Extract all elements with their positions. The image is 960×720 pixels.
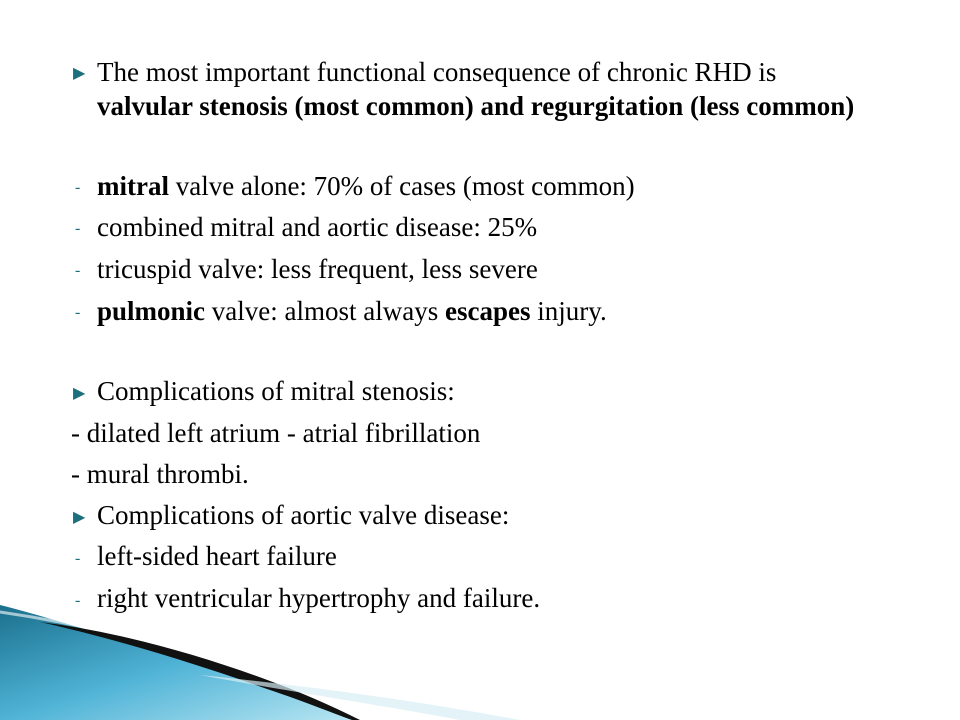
mitral-complication-item: - mural thrombi.: [71, 459, 249, 489]
aortic-complication-item: left-sided heart failure: [97, 541, 337, 571]
arrow-bullet-icon: ▶: [73, 65, 86, 82]
dash-bullet-icon: -: [75, 550, 81, 567]
intro-paragraph: [97, 55, 867, 123]
sub-item-mitral: [97, 170, 635, 202]
dash-bullet-icon: -: [75, 304, 81, 321]
intro-text: The most important functional consequence of chronic RHD is: [97, 57, 777, 87]
sub-item-pulmonic-end: injury.: [530, 296, 607, 326]
mitral-complications-header: Complications of mitral stenosis:: [97, 376, 455, 406]
sub-item-pulmonic-bold1: pulmonic: [97, 296, 206, 326]
sub-item-combined: combined mitral and aortic disease: 25%: [97, 212, 538, 242]
dash-bullet-icon: -: [75, 262, 81, 279]
aortic-complication-item: right ventricular hypertrophy and failure.: [97, 583, 541, 613]
dash-bullet-icon: -: [75, 179, 81, 196]
sub-item-pulmonic-mid: valve: almost always: [205, 296, 445, 326]
sub-item-mitral-bold: mitral: [97, 171, 169, 201]
intro-bold-text: valvular stenosis (most common) and regurgitation (less common): [97, 91, 855, 121]
sub-item-pulmonic: [97, 295, 607, 327]
sub-item-mitral-text: valve alone: 70% of cases (most common): [168, 171, 635, 201]
sub-item-tricuspid: tricuspid valve: less frequent, less severe: [97, 254, 538, 284]
dash-bullet-icon: -: [75, 220, 81, 237]
mitral-complication-item: - dilated left atrium - atrial fibrillation: [71, 418, 481, 448]
aortic-complications-header: Complications of aortic valve disease:: [97, 500, 510, 530]
arrow-bullet-icon: ▶: [73, 385, 86, 402]
sub-item-pulmonic-bold2: escapes: [444, 296, 531, 326]
arrow-bullet-icon: ▶: [73, 509, 86, 526]
dash-bullet-icon: -: [75, 592, 81, 609]
